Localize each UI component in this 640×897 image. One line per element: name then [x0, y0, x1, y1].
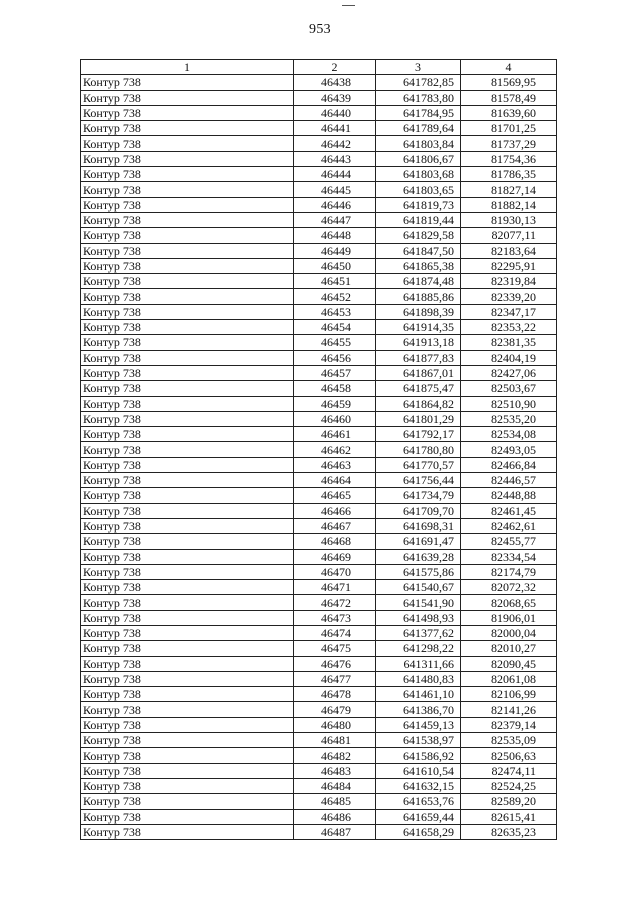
contour-name-cell: Контур 738 [81, 427, 294, 442]
point-number-cell: 46480 [294, 717, 376, 732]
y-coordinate-cell: 82446,57 [461, 473, 557, 488]
point-number-cell: 46456 [294, 350, 376, 365]
y-coordinate-cell: 82427,06 [461, 365, 557, 380]
x-coordinate-cell: 641784,95 [376, 105, 461, 120]
contour-name-cell: Контур 738 [81, 182, 294, 197]
x-coordinate-cell: 641780,80 [376, 442, 461, 457]
table-row [81, 473, 557, 488]
contour-name-cell: Контур 738 [81, 473, 294, 488]
contour-name-cell: Контур 738 [81, 243, 294, 258]
y-coordinate-cell: 82493,05 [461, 442, 557, 457]
point-number-cell: 46486 [294, 809, 376, 824]
y-coordinate-cell: 82183,64 [461, 243, 557, 258]
y-coordinate-cell: 82106,99 [461, 687, 557, 702]
contour-name-cell: Контур 738 [81, 289, 294, 304]
x-coordinate-cell: 641819,44 [376, 212, 461, 227]
point-number-cell: 46457 [294, 365, 376, 380]
table-row [81, 243, 557, 258]
contour-name-cell: Контур 738 [81, 549, 294, 564]
x-coordinate-cell: 641874,48 [376, 274, 461, 289]
y-coordinate-cell: 82068,65 [461, 595, 557, 610]
table-row [81, 350, 557, 365]
x-coordinate-cell: 641885,86 [376, 289, 461, 304]
point-number-cell: 46444 [294, 167, 376, 182]
y-coordinate-cell: 82295,91 [461, 258, 557, 273]
point-number-cell: 46482 [294, 748, 376, 763]
point-number-cell: 46462 [294, 442, 376, 457]
table-row [81, 778, 557, 793]
y-coordinate-cell: 82347,17 [461, 304, 557, 319]
point-number-cell: 46438 [294, 75, 376, 90]
x-coordinate-cell: 641459,13 [376, 717, 461, 732]
contour-name-cell: Контур 738 [81, 304, 294, 319]
x-coordinate-cell: 641709,70 [376, 503, 461, 518]
y-coordinate-cell: 82061,08 [461, 671, 557, 686]
point-number-cell: 46442 [294, 136, 376, 151]
contour-name-cell: Контур 738 [81, 258, 294, 273]
x-coordinate-cell: 641653,76 [376, 794, 461, 809]
table-row [81, 733, 557, 748]
x-coordinate-cell: 641806,67 [376, 151, 461, 166]
table-row [81, 641, 557, 656]
point-number-cell: 46487 [294, 824, 376, 839]
y-coordinate-cell: 82404,19 [461, 350, 557, 365]
point-number-cell: 46459 [294, 396, 376, 411]
point-number-cell: 46454 [294, 320, 376, 335]
contour-name-cell: Контур 738 [81, 350, 294, 365]
y-coordinate-cell: 82000,04 [461, 625, 557, 640]
x-coordinate-cell: 641770,57 [376, 457, 461, 472]
table-row [81, 151, 557, 166]
point-number-cell: 46469 [294, 549, 376, 564]
point-number-cell: 46468 [294, 534, 376, 549]
point-number-cell: 46483 [294, 763, 376, 778]
x-coordinate-cell: 641377,62 [376, 625, 461, 640]
x-coordinate-cell: 641847,50 [376, 243, 461, 258]
contour-name-cell: Контур 738 [81, 733, 294, 748]
contour-name-cell: Контур 738 [81, 610, 294, 625]
column-header-3: 3 [376, 60, 461, 75]
point-number-cell: 46476 [294, 656, 376, 671]
point-number-cell: 46463 [294, 457, 376, 472]
contour-name-cell: Контур 738 [81, 105, 294, 120]
x-coordinate-cell: 641756,44 [376, 473, 461, 488]
y-coordinate-cell: 82535,09 [461, 733, 557, 748]
table-row [81, 335, 557, 350]
y-coordinate-cell: 82339,20 [461, 289, 557, 304]
contour-name-cell: Контур 738 [81, 121, 294, 136]
x-coordinate-cell: 641461,10 [376, 687, 461, 702]
contour-name-cell: Контур 738 [81, 656, 294, 671]
y-coordinate-cell: 81701,25 [461, 121, 557, 136]
y-coordinate-cell: 82474,11 [461, 763, 557, 778]
contour-name-cell: Контур 738 [81, 136, 294, 151]
x-coordinate-cell: 641803,65 [376, 182, 461, 197]
contour-name-cell: Контур 738 [81, 503, 294, 518]
table-row [81, 794, 557, 809]
contour-name-cell: Контур 738 [81, 778, 294, 793]
contour-name-cell: Контур 738 [81, 794, 294, 809]
y-coordinate-cell: 81827,14 [461, 182, 557, 197]
column-header-4: 4 [461, 60, 557, 75]
x-coordinate-cell: 641610,54 [376, 763, 461, 778]
y-coordinate-cell: 82534,08 [461, 427, 557, 442]
y-coordinate-cell: 81930,13 [461, 212, 557, 227]
contour-name-cell: Контур 738 [81, 748, 294, 763]
table-row [81, 121, 557, 136]
table-row [81, 717, 557, 732]
scan-mark [342, 5, 355, 6]
table-header-row [81, 60, 557, 75]
contour-name-cell: Контур 738 [81, 90, 294, 105]
y-coordinate-cell: 82466,84 [461, 457, 557, 472]
x-coordinate-cell: 641875,47 [376, 381, 461, 396]
point-number-cell: 46478 [294, 687, 376, 702]
table-row [81, 274, 557, 289]
contour-name-cell: Контур 738 [81, 809, 294, 824]
contour-name-cell: Контур 738 [81, 717, 294, 732]
point-number-cell: 46452 [294, 289, 376, 304]
point-number-cell: 46481 [294, 733, 376, 748]
x-coordinate-cell: 641898,39 [376, 304, 461, 319]
point-number-cell: 46466 [294, 503, 376, 518]
table-row [81, 488, 557, 503]
y-coordinate-cell: 82455,77 [461, 534, 557, 549]
contour-name-cell: Контур 738 [81, 641, 294, 656]
point-number-cell: 46471 [294, 580, 376, 595]
y-coordinate-cell: 81882,14 [461, 197, 557, 212]
point-number-cell: 46472 [294, 595, 376, 610]
x-coordinate-cell: 641659,44 [376, 809, 461, 824]
x-coordinate-cell: 641803,68 [376, 167, 461, 182]
x-coordinate-cell: 641864,82 [376, 396, 461, 411]
y-coordinate-cell: 82506,63 [461, 748, 557, 763]
point-number-cell: 46448 [294, 228, 376, 243]
y-coordinate-cell: 82174,79 [461, 564, 557, 579]
point-number-cell: 46475 [294, 641, 376, 656]
y-coordinate-cell: 82615,41 [461, 809, 557, 824]
table-row [81, 212, 557, 227]
y-coordinate-cell: 82353,22 [461, 320, 557, 335]
table-row [81, 167, 557, 182]
point-number-cell: 46470 [294, 564, 376, 579]
x-coordinate-cell: 641783,80 [376, 90, 461, 105]
contour-name-cell: Контур 738 [81, 381, 294, 396]
x-coordinate-cell: 641877,83 [376, 350, 461, 365]
y-coordinate-cell: 81906,01 [461, 610, 557, 625]
table-row [81, 396, 557, 411]
table-row [81, 258, 557, 273]
y-coordinate-cell: 81569,95 [461, 75, 557, 90]
point-number-cell: 46439 [294, 90, 376, 105]
table-row [81, 105, 557, 120]
contour-name-cell: Контур 738 [81, 625, 294, 640]
y-coordinate-cell: 82510,90 [461, 396, 557, 411]
x-coordinate-cell: 641803,84 [376, 136, 461, 151]
contour-name-cell: Контур 738 [81, 671, 294, 686]
contour-name-cell: Контур 738 [81, 595, 294, 610]
table-row [81, 671, 557, 686]
table-row [81, 75, 557, 90]
table-row [81, 381, 557, 396]
point-number-cell: 46447 [294, 212, 376, 227]
contour-name-cell: Контур 738 [81, 75, 294, 90]
table-row [81, 304, 557, 319]
point-number-cell: 46445 [294, 182, 376, 197]
point-number-cell: 46460 [294, 411, 376, 426]
y-coordinate-cell: 81737,29 [461, 136, 557, 151]
table-row [81, 136, 557, 151]
point-number-cell: 46474 [294, 625, 376, 640]
table-row [81, 427, 557, 442]
y-coordinate-cell: 82535,20 [461, 411, 557, 426]
y-coordinate-cell: 82381,35 [461, 335, 557, 350]
contour-name-cell: Контур 738 [81, 197, 294, 212]
column-header-1: 1 [81, 60, 294, 75]
point-number-cell: 46467 [294, 518, 376, 533]
x-coordinate-cell: 641789,64 [376, 121, 461, 136]
x-coordinate-cell: 641498,93 [376, 610, 461, 625]
point-number-cell: 46464 [294, 473, 376, 488]
table-row [81, 289, 557, 304]
contour-name-cell: Контур 738 [81, 228, 294, 243]
x-coordinate-cell: 641914,35 [376, 320, 461, 335]
contour-name-cell: Контур 738 [81, 534, 294, 549]
point-number-cell: 46441 [294, 121, 376, 136]
table-row [81, 197, 557, 212]
y-coordinate-cell: 81639,60 [461, 105, 557, 120]
contour-name-cell: Контур 738 [81, 518, 294, 533]
x-coordinate-cell: 641698,31 [376, 518, 461, 533]
table-row [81, 610, 557, 625]
table-row [81, 518, 557, 533]
contour-name-cell: Контур 738 [81, 702, 294, 717]
y-coordinate-cell: 82090,45 [461, 656, 557, 671]
contour-name-cell: Контур 738 [81, 687, 294, 702]
point-number-cell: 46440 [294, 105, 376, 120]
x-coordinate-cell: 641801,29 [376, 411, 461, 426]
x-coordinate-cell: 641538,97 [376, 733, 461, 748]
x-coordinate-cell: 641829,58 [376, 228, 461, 243]
x-coordinate-cell: 641298,22 [376, 641, 461, 656]
y-coordinate-cell: 82319,84 [461, 274, 557, 289]
x-coordinate-cell: 641311,66 [376, 656, 461, 671]
y-coordinate-cell: 82635,23 [461, 824, 557, 839]
table-row [81, 182, 557, 197]
y-coordinate-cell: 82448,88 [461, 488, 557, 503]
x-coordinate-cell: 641386,70 [376, 702, 461, 717]
contour-name-cell: Контур 738 [81, 411, 294, 426]
contour-name-cell: Контур 738 [81, 580, 294, 595]
point-number-cell: 46446 [294, 197, 376, 212]
table-row [81, 763, 557, 778]
point-number-cell: 46461 [294, 427, 376, 442]
contour-name-cell: Контур 738 [81, 320, 294, 335]
table-row [81, 656, 557, 671]
x-coordinate-cell: 641691,47 [376, 534, 461, 549]
contour-name-cell: Контур 738 [81, 167, 294, 182]
table-row [81, 580, 557, 595]
contour-name-cell: Контур 738 [81, 365, 294, 380]
x-coordinate-cell: 641540,67 [376, 580, 461, 595]
contour-name-cell: Контур 738 [81, 457, 294, 472]
point-number-cell: 46449 [294, 243, 376, 258]
table-row [81, 564, 557, 579]
table-row [81, 595, 557, 610]
x-coordinate-cell: 641734,79 [376, 488, 461, 503]
table-row [81, 809, 557, 824]
y-coordinate-cell: 82503,67 [461, 381, 557, 396]
contour-name-cell: Контур 738 [81, 564, 294, 579]
contour-name-cell: Контур 738 [81, 824, 294, 839]
point-number-cell: 46484 [294, 778, 376, 793]
table-row [81, 457, 557, 472]
y-coordinate-cell: 82524,25 [461, 778, 557, 793]
page-number: 953 [309, 22, 331, 37]
x-coordinate-cell: 641586,92 [376, 748, 461, 763]
y-coordinate-cell: 82010,27 [461, 641, 557, 656]
table-row [81, 320, 557, 335]
contour-name-cell: Контур 738 [81, 763, 294, 778]
point-number-cell: 46485 [294, 794, 376, 809]
table-row [81, 90, 557, 105]
table-row [81, 442, 557, 457]
table-row [81, 748, 557, 763]
point-number-cell: 46450 [294, 258, 376, 273]
y-coordinate-cell: 82334,54 [461, 549, 557, 564]
x-coordinate-cell: 641913,18 [376, 335, 461, 350]
table-row [81, 365, 557, 380]
y-coordinate-cell: 82461,45 [461, 503, 557, 518]
y-coordinate-cell: 81786,35 [461, 167, 557, 182]
y-coordinate-cell: 82072,32 [461, 580, 557, 595]
point-number-cell: 46455 [294, 335, 376, 350]
x-coordinate-cell: 641658,29 [376, 824, 461, 839]
table-row [81, 534, 557, 549]
x-coordinate-cell: 641867,01 [376, 365, 461, 380]
contour-name-cell: Контур 738 [81, 488, 294, 503]
y-coordinate-cell: 82077,11 [461, 228, 557, 243]
contour-name-cell: Контур 738 [81, 396, 294, 411]
point-number-cell: 46443 [294, 151, 376, 166]
table-row [81, 549, 557, 564]
y-coordinate-cell: 82589,20 [461, 794, 557, 809]
point-number-cell: 46477 [294, 671, 376, 686]
coordinates-table [80, 59, 557, 840]
contour-name-cell: Контур 738 [81, 151, 294, 166]
point-number-cell: 46465 [294, 488, 376, 503]
table-row [81, 228, 557, 243]
table-row [81, 702, 557, 717]
y-coordinate-cell: 81578,49 [461, 90, 557, 105]
x-coordinate-cell: 641575,86 [376, 564, 461, 579]
table-row [81, 503, 557, 518]
table-row [81, 625, 557, 640]
x-coordinate-cell: 641819,73 [376, 197, 461, 212]
x-coordinate-cell: 641782,85 [376, 75, 461, 90]
x-coordinate-cell: 641541,90 [376, 595, 461, 610]
y-coordinate-cell: 82379,14 [461, 717, 557, 732]
x-coordinate-cell: 641632,15 [376, 778, 461, 793]
contour-name-cell: Контур 738 [81, 335, 294, 350]
y-coordinate-cell: 82141,26 [461, 702, 557, 717]
point-number-cell: 46479 [294, 702, 376, 717]
point-number-cell: 46453 [294, 304, 376, 319]
table-row [81, 824, 557, 839]
contour-name-cell: Контур 738 [81, 274, 294, 289]
point-number-cell: 46458 [294, 381, 376, 396]
x-coordinate-cell: 641639,28 [376, 549, 461, 564]
x-coordinate-cell: 641792,17 [376, 427, 461, 442]
contour-name-cell: Контур 738 [81, 212, 294, 227]
point-number-cell: 46473 [294, 610, 376, 625]
table-body [81, 75, 557, 840]
point-number-cell: 46451 [294, 274, 376, 289]
table-row [81, 687, 557, 702]
contour-name-cell: Контур 738 [81, 442, 294, 457]
x-coordinate-cell: 641865,38 [376, 258, 461, 273]
column-header-2: 2 [294, 60, 376, 75]
y-coordinate-cell: 81754,36 [461, 151, 557, 166]
y-coordinate-cell: 82462,61 [461, 518, 557, 533]
x-coordinate-cell: 641480,83 [376, 671, 461, 686]
table-row [81, 411, 557, 426]
